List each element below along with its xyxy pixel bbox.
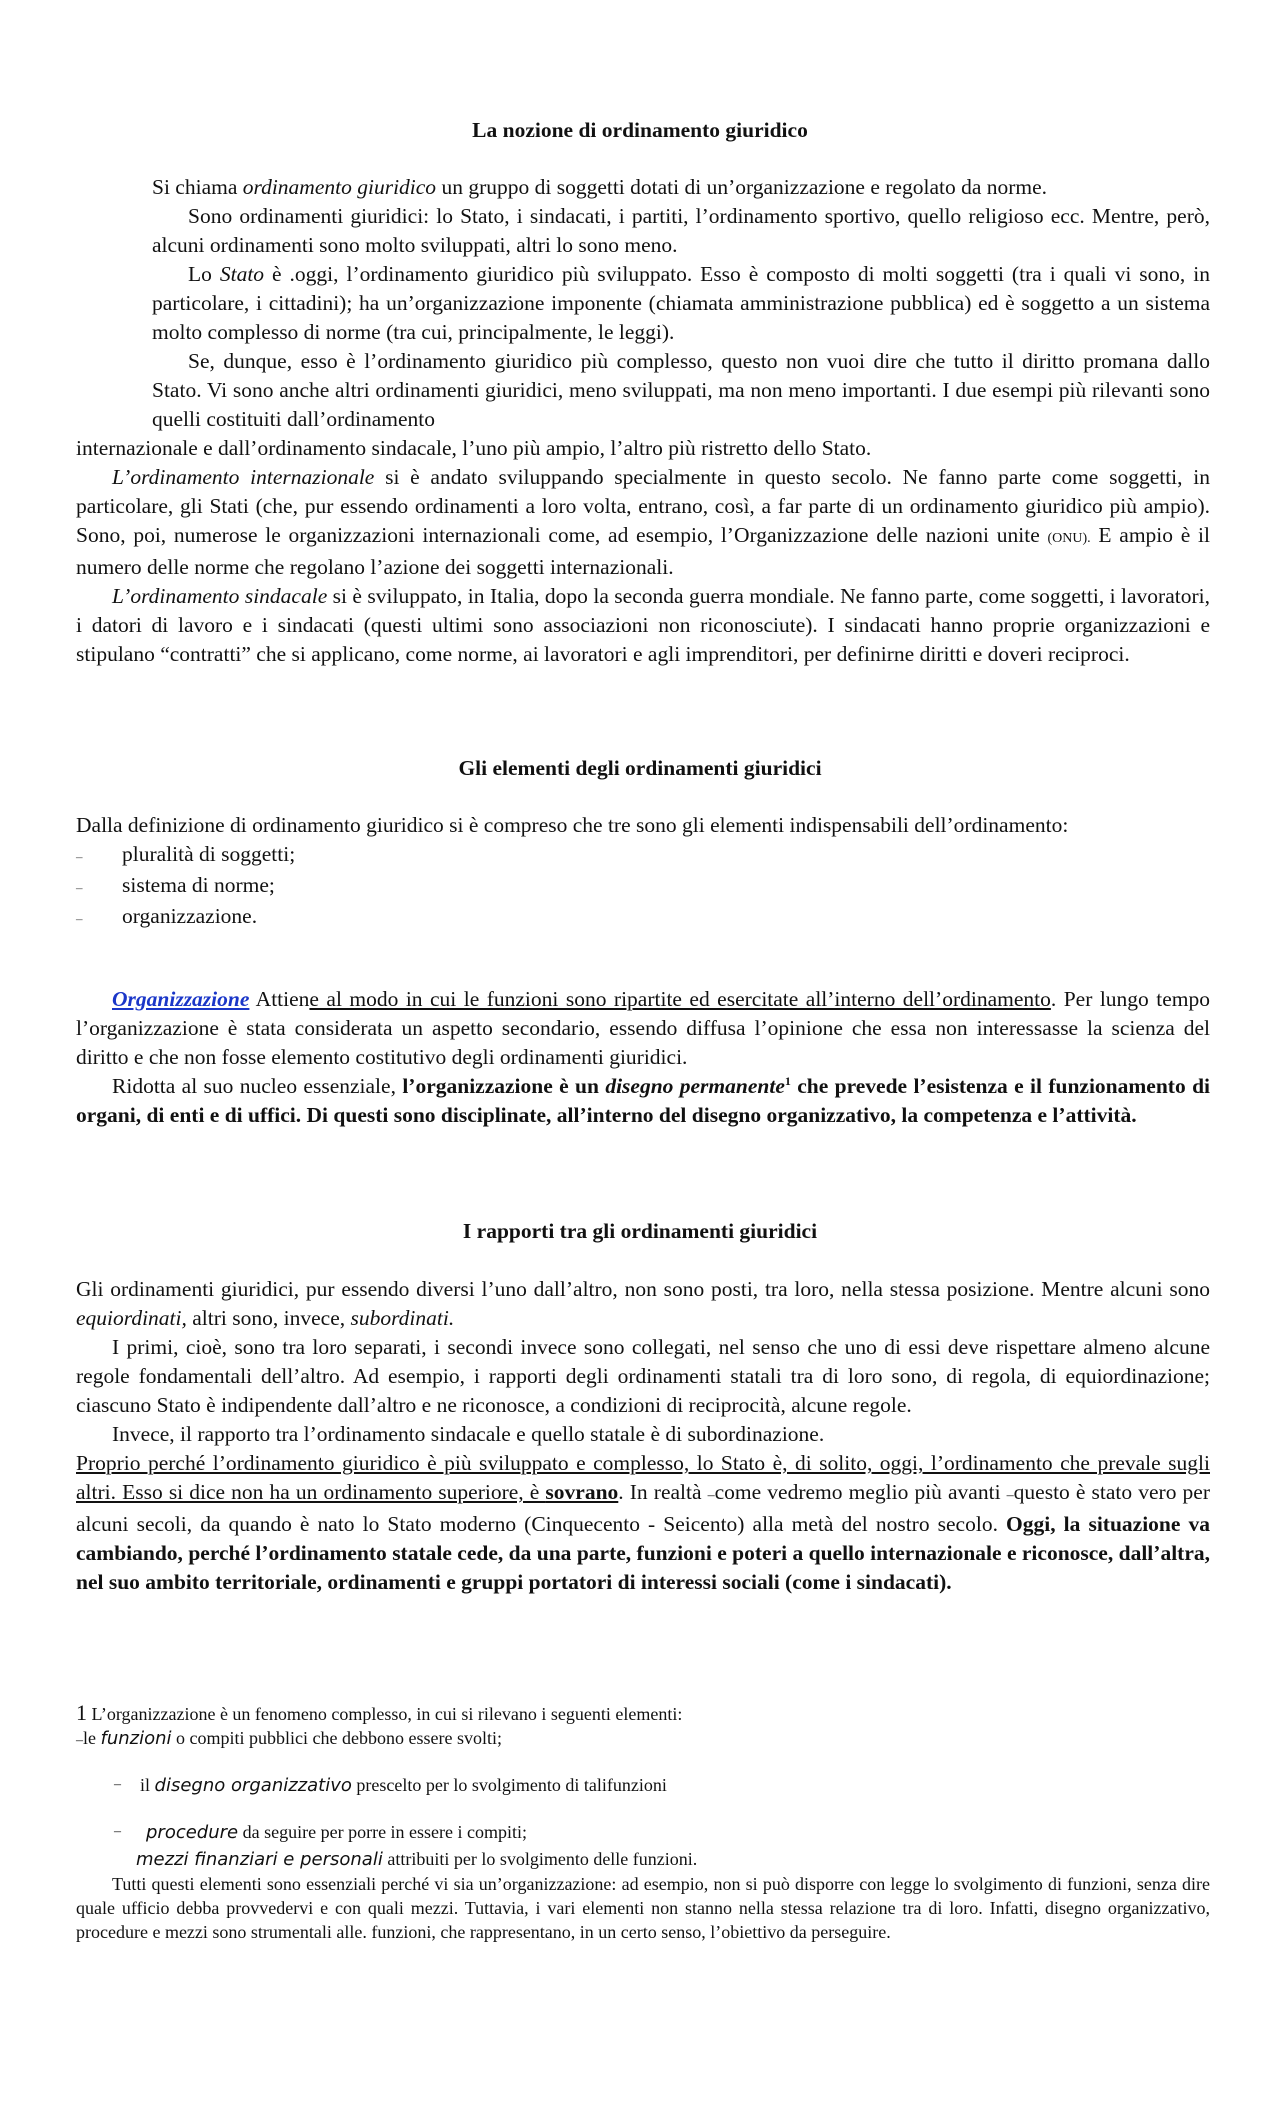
paragraph: Se, dunque, esso è l’ordinamento giuridico più complesso, questo non vuoi dire che tutto il diritto promana dallo Stato. Vi sono anche altri ordinamenti giuridici, meno sviluppati, ma non meno importanti. I due esempi più rilevanti sono quelli costituiti dall’ordinamento	[152, 349, 1210, 431]
section-body	[152, 173, 1210, 434]
dash-bullet-icon: –	[76, 849, 83, 864]
organizzazione-link[interactable]: Organizzazione	[112, 987, 250, 1011]
text: . Per lungo tempo l’organizzazione è stata considerata un aspetto secondario, essendo diffusa l’opinione che essa non interessasse la scienza del diritto e che non fosse elemento costitutivo degli ordinamenti giuridici.	[76, 987, 1211, 1069]
bold-text: Oggi, la situazione va cambiando, perché l’ordinamento statale cede, da una parte, funzioni e poteri a quello internazionale e riconosce, dall’altra, nel suo ambito territoriale, ordinamenti e gruppi portatori di interessi sociali (come i sindacati).	[76, 1512, 1210, 1594]
italic-term: ordinamento giuridico	[242, 175, 437, 199]
text: come vedremo meglio più avanti	[714, 1480, 1007, 1504]
italic-term: subordinati.	[350, 1306, 455, 1330]
dash-bullet-icon: –	[76, 880, 83, 895]
paragraph: internazionale e dall’ordinamento sindacale, l’uno più ampio, l’altro più ristretto dello Stato.	[76, 436, 872, 460]
dash: –	[707, 1488, 715, 1503]
footnote	[76, 1701, 1210, 1944]
text: si è andato sviluppando specialmente in questo secolo. Ne fanno parte come soggetti, in particolare, gli Stati (che, pur essendo ordinamenti a loro volta, entrano, così, a far parte di un ordinamento giuridico più ampio). Sono, poi, numerose le organizzazioni internazionali come, ad esempio, l’Organizzazione delle nazioni unite	[76, 465, 1210, 547]
paragraph	[76, 1275, 1210, 1333]
footnote-number: 1	[76, 1700, 87, 1725]
paragraph	[152, 260, 1210, 347]
paragraph	[76, 1449, 1210, 1597]
italic-term: funzioni	[100, 1728, 172, 1749]
section-title: La nozione di ordinamento giuridico	[472, 118, 808, 142]
section-title: I rapporti tra gli ordinamenti giuridici	[462, 1219, 818, 1243]
text: Lo	[188, 262, 220, 286]
footnote-ref[interactable]: 1	[784, 1073, 791, 1088]
section-body	[76, 985, 1210, 1130]
list-item	[76, 902, 1210, 933]
bold-text: l’organizzazione è un	[402, 1074, 606, 1098]
text: questo è stato vero per alcuni secoli, da quando è nato lo Stato moderno (Cinquecento - Seicento) alla metà del nostro secolo.	[76, 1480, 1211, 1536]
text: altri sono, invece,	[186, 1306, 351, 1330]
footnote-line	[76, 1820, 1210, 1845]
italic-term: procedure	[146, 1822, 239, 1843]
italic-term: mezzi finanziari e personali	[136, 1849, 383, 1870]
paragraph	[152, 173, 1210, 202]
section-body	[76, 1275, 1210, 1597]
abbreviation: (ONU).	[1047, 531, 1091, 546]
underlined-text: Proprio perché l’ordinamento giuridico è più sviluppato e complesso, lo Stato è, di solito, oggi, l’ordinamento che prevale sugli altri. Esso si dice non ha un ordinamento superiore, è	[76, 1451, 1210, 1504]
dash: –	[76, 1733, 83, 1748]
text: L’organizzazione è un fenomeno complesso, in cui si rilevano i seguenti elementi:	[87, 1704, 683, 1724]
italic-term: Stato	[219, 262, 265, 286]
footnote-paragraph: Tutti questi elementi sono essenziali perché vi sia un’organizzazione: ad esempio, non si può disporre con legge lo svolgimento di funzioni, senza dire quale ufficio debba provvedervi e con quali mezzi. Tuttavia, i vari elementi non stanno nella stessa relazione tra di loro. Infatti, disegno organizzativo, procedure e mezzi sono strumentali alle. funzioni, che rappresentano, in un certo senso, l’obiettivo da perseguire.	[76, 1874, 1210, 1942]
list-item	[76, 871, 1210, 902]
list-item	[76, 840, 1210, 871]
section-body	[76, 811, 1210, 933]
dash-bullet-icon: –	[76, 911, 83, 926]
paragraph: Dalla definizione di ordinamento giuridico si è compreso che tre sono gli elementi indispensabili dell’ordinamento:	[76, 813, 1069, 837]
paragraph	[76, 463, 1210, 582]
text: da seguire per porre in essere i compiti;	[238, 1822, 528, 1842]
bold-italic-term: disegno permanente	[605, 1074, 785, 1098]
text: le	[83, 1728, 101, 1748]
text: Ridotta al suo nucleo essenziale,	[112, 1074, 403, 1098]
text: E ampio è il numero delle norme che regolano l’azione dei soggetti internazionali.	[76, 523, 1210, 579]
footnote-line	[76, 1847, 1210, 1872]
dash: –	[1006, 1488, 1014, 1503]
paragraph	[76, 582, 1210, 669]
text: si è sviluppato, in Italia, dopo la seconda guerra mondiale. Ne fanno parte, come soggetti, i lavoratori, i datori di lavoro e i sindacati (questi ultimi sono associazioni non riconosciute). I sindacati hanno proprie organizzazioni e stipulano “contratti” che si applicano, come norme, ai lavoratori e agli imprenditori, per definirne diritti e doveri reciproci.	[76, 584, 1210, 666]
text: Attien	[249, 987, 310, 1011]
paragraph: Invece, il rapporto tra l’ordinamento sindacale e quello statale è di subordinazione.	[112, 1422, 825, 1446]
italic-term: L’ordinamento sindacale	[112, 584, 328, 608]
footnote-line	[76, 1773, 1210, 1798]
text: Gli ordinamenti giuridici, pur essendo diversi l’uno dall’altro, non sono posti, tra loro, nella stessa posizione. Mentre alcuni sono	[76, 1277, 1210, 1301]
dash-bullet-icon: –	[114, 1824, 121, 1839]
text: prescelto per lo svolgimento di talifunzioni	[351, 1775, 667, 1795]
section-title: Gli elementi degli ordinamenti giuridici	[458, 756, 822, 780]
underlined-text: e al modo in cui le funzioni sono ripartite ed esercitate all’interno dell’ordinamento	[309, 987, 1051, 1011]
footnote-line	[76, 1726, 1210, 1753]
text: un gruppo di soggetti dotati di un’organizzazione e regolato da norme.	[436, 175, 1048, 199]
paragraph	[76, 985, 1210, 1072]
italic-term: disegno organizzativo	[154, 1775, 352, 1796]
text: Si chiama	[152, 175, 243, 199]
bold-underlined-text: sovrano	[545, 1480, 619, 1504]
italic-term: equiordinati,	[76, 1306, 187, 1330]
paragraph: Sono ordinamenti giuridici: lo Stato, i sindacati, i partiti, l’ordinamento sportivo, quello religioso ecc. Mentre, però, alcuni ordinamenti sono molto sviluppati, altri lo sono meno.	[152, 204, 1210, 257]
list-item-text: pluralità di soggetti;	[122, 842, 296, 866]
italic-term: L’ordinamento internazionale	[112, 465, 375, 489]
paragraph	[76, 1072, 1210, 1130]
paragraph: I primi, cioè, sono tra loro separati, i secondi invece sono collegati, nel senso che uno di essi deve rispettare almeno alcune regole fondamentali dell’altro. Ad esempio, i rapporti degli ordinamenti statali tra di loro sono, di regola, di equiordinazione; ciascuno Stato è indipendente dall’altro e ne riconosce, a condizioni di reciprocità, alcune regole.	[76, 1335, 1210, 1417]
section-body	[76, 434, 1210, 669]
list-item-text: sistema di norme;	[122, 873, 275, 897]
bold-text: che prevede l’esistenza e il funzionamento di organi, di enti e di uffici. Di questi sono disciplinate, all’interno del disegno organizzativo, la competenza e l’attività.	[76, 1074, 1210, 1127]
text: il	[140, 1775, 155, 1795]
text: o compiti pubblici che debbono essere svolti;	[171, 1728, 502, 1748]
text: attribuiti per lo svolgimento delle funzioni.	[382, 1849, 698, 1869]
text: è .oggi, l’ordinamento giuridico più sviluppato. Esso è composto di molti soggetti (tra i quali vi sono, in particolare, i cittadini); ha un’organizzazione imponente (chiamata amministrazione pubblica) ed è soggetto a un sistema molto complesso di norme (tra cui, principalmente, le leggi).	[152, 262, 1210, 344]
list-item-text: organizzazione.	[122, 904, 258, 928]
footnote-line	[76, 1701, 1210, 1726]
text: . In realtà	[618, 1480, 708, 1504]
dash-bullet-icon: –	[114, 1777, 121, 1792]
